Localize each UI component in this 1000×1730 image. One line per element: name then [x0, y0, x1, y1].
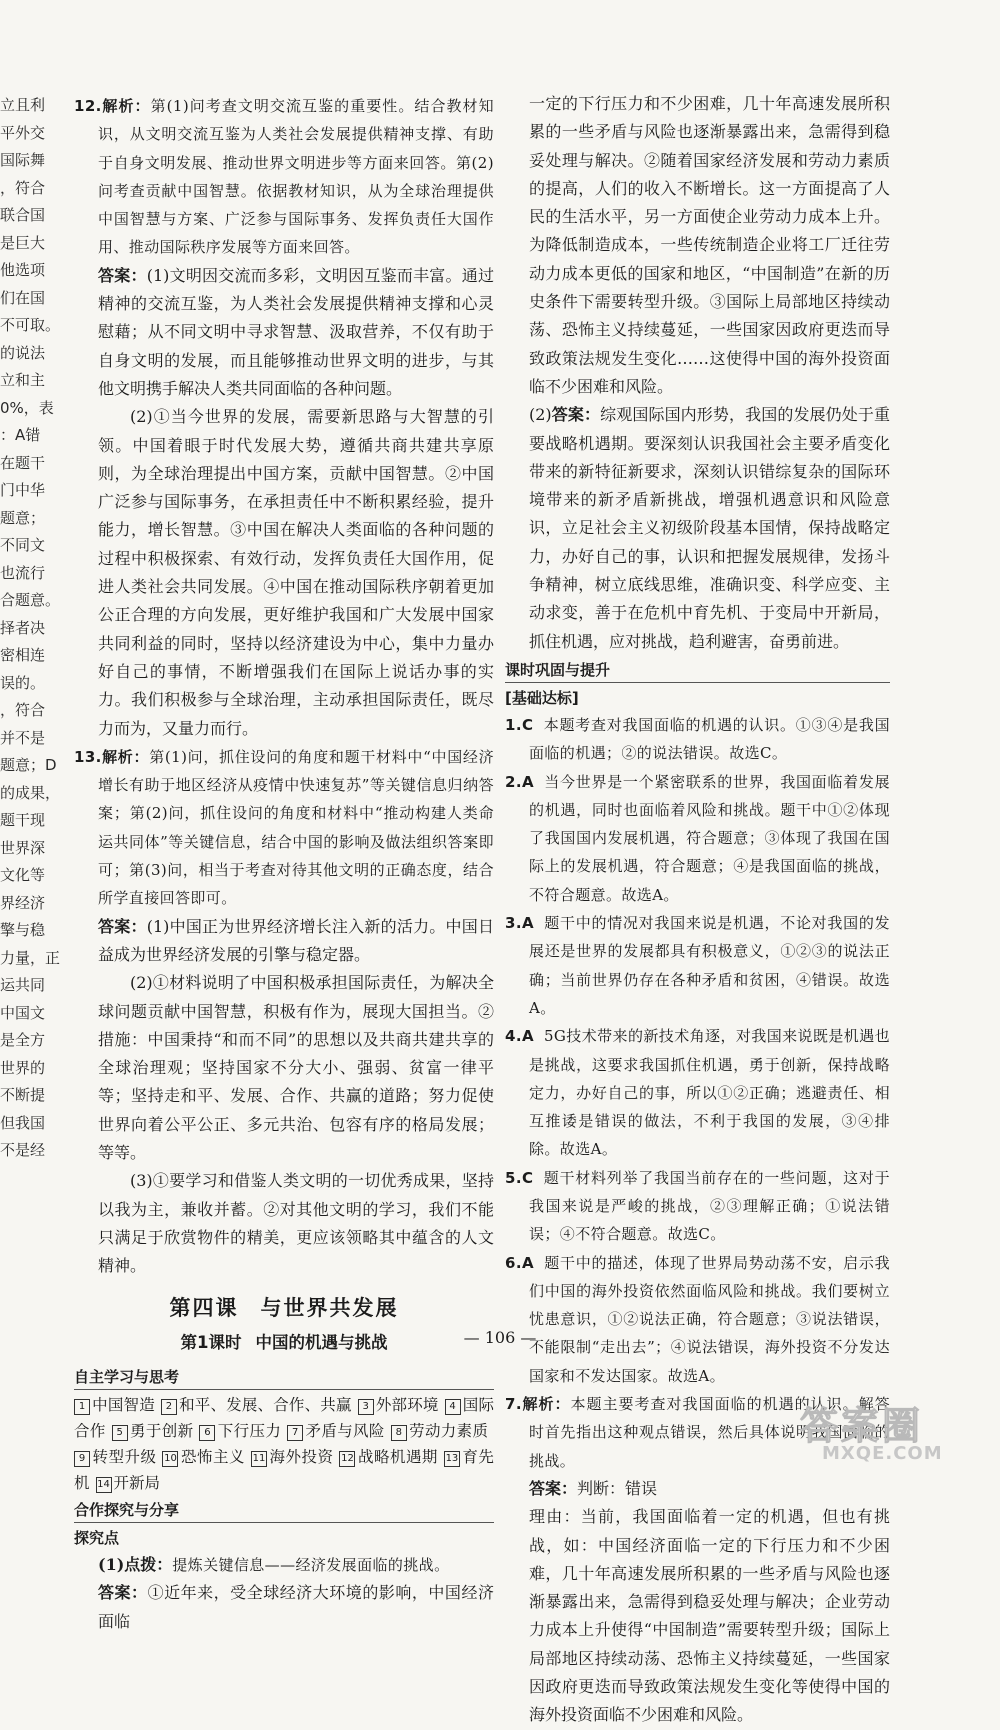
key-answer: 中国智造 [92, 1396, 155, 1415]
gutter-line: 但我国 [0, 1113, 46, 1132]
key-answer: 开新局 [113, 1474, 161, 1493]
question-number: 13. [74, 747, 102, 766]
question-7-answer [505, 1475, 890, 1503]
gutter-line: 密相连 [0, 646, 46, 664]
question-number: 7. [505, 1395, 522, 1414]
choice-answer-item [505, 768, 890, 909]
lesson-name: 与世界共发展 [260, 1296, 399, 1321]
key-answer: 勇于创新 [129, 1422, 194, 1441]
question-12 [74, 92, 494, 262]
answer-text: 判断：错误 [577, 1478, 658, 1498]
answer-label: 答案： [98, 265, 147, 285]
key-number-box: 10 [162, 1451, 178, 1467]
gutter-line: 力量，正 [0, 948, 61, 967]
key-answer: 海外投资 [268, 1448, 334, 1467]
gutter-line: 世界的 [0, 1058, 46, 1077]
watermark-url: MXQE.COM [822, 1443, 943, 1464]
answer-label: 答案： [551, 405, 601, 425]
section-name: 中国的机遇与挑战 [255, 1332, 388, 1352]
question-number: 12. [74, 97, 102, 115]
gutter-line: 他选项 [0, 261, 46, 279]
answer-part-1: (1)文明因交流而多彩，文明因互鉴而丰富。通过精神的交流互鉴，为人类社会发展提供精神支撑和心灵慰藉；从不同文明中寻求智慧、汲取营养，不仅有助于自身文明的发展，而且能够推动世界文明的进步，与其他文明携手解决人类共同面临的各种问题。 [98, 265, 494, 398]
key-number-box: 3 [358, 1399, 374, 1415]
key-answer: 劳动力素质 [408, 1422, 488, 1441]
item-number: 6. [505, 1253, 522, 1272]
key-answer: 矛盾与风险 [305, 1422, 385, 1441]
answer-part-1: (1)中国正为世界经济增长注入新的活力。中国日益成为世界经济发展的引擎与稳定器。 [98, 916, 494, 964]
gutter-line: 择者决 [0, 618, 46, 637]
item-choice: A [521, 772, 534, 791]
right-column [505, 90, 890, 1730]
gutter-line: 不断提 [0, 1086, 46, 1104]
left-column [74, 92, 494, 1636]
answer-label: 答案： [98, 1583, 148, 1603]
gutter-line: 们在国 [0, 288, 46, 307]
item-choice: A [521, 1027, 534, 1046]
cooperation-header: 合作探究与分享 [74, 1498, 494, 1523]
item-number: 5. [505, 1168, 522, 1187]
consolidate-header: 课时巩固与提升 [505, 658, 890, 683]
key-number-box: 4 [445, 1399, 461, 1415]
gutter-line: 门中华 [0, 481, 46, 499]
point-prefix: (1)点拨： [98, 1555, 173, 1575]
item-choice: C [521, 1168, 534, 1187]
gutter-line: ，符合 [0, 178, 46, 197]
gutter-line: 合题意。 [0, 591, 61, 609]
gutter-line: 0%，表 [0, 398, 54, 417]
item-explanation: 题干中的情况对我国来说是机遇，不论对我国的发展还是世界的发展都具有积极意义，①②③的说法正确；当前世界仍存在各种矛盾和贫困，④错误。故选A。 [529, 914, 890, 1017]
explore-point-1 [74, 1551, 494, 1579]
key-answer-list [74, 1392, 494, 1496]
gutter-line: 不同文 [0, 536, 46, 554]
item-explanation: 5G技术带来的新技术角逐，对我国来说既是机遇也是挑战，这要求我国抓住机遇，勇于创新，保持战略定力，办好自己的事，所以①②正确；逃避责任、相互推诿是错误的做法，不利于我国的发展，③④排除。故选A。 [529, 1027, 890, 1159]
answer-text: ①近年来，受全球经济大环境的影响，中国经济面临 [98, 1583, 494, 1631]
gutter-line: 在题干 [0, 453, 46, 472]
explore-point-1-answer [74, 1579, 494, 1636]
question-12-answer [74, 262, 494, 403]
key-number-box: 8 [391, 1425, 407, 1441]
choice-answer-item [505, 711, 890, 768]
lesson-number: 第四课 [169, 1296, 239, 1321]
gutter-line: 也流行 [0, 563, 46, 582]
key-number-box: 9 [74, 1451, 90, 1467]
explore-point-label: 探究点 [74, 1529, 120, 1548]
page-number: — 106 — [463, 1328, 537, 1347]
gutter-line: 国际舞 [0, 151, 46, 169]
analysis-label: 解析： [101, 97, 151, 115]
explore-point-2 [505, 401, 890, 656]
gutter-line: 不可取。 [0, 316, 61, 334]
key-number-box: 1 [74, 1399, 90, 1415]
gutter-line: ，符合 [0, 701, 46, 719]
gutter-line: 世界深 [0, 838, 46, 857]
gutter-line: ：A错 [0, 426, 41, 444]
left-gutter-cropped-text [0, 92, 61, 1165]
gutter-line: 题干现 [0, 811, 46, 829]
self-study-header: 自主学习与思考 [74, 1365, 494, 1390]
watermark-logo [800, 1395, 990, 1465]
key-number-box: 11 [251, 1451, 267, 1467]
item-explanation: 题干中的描述，体现了世界局势动荡不安，启示我们中国的海外投资依然面临风险和挑战。我们要树立忧患意识，①②说法正确，符合题意；③说法错误，不能限制“走出去”；④说法错误，海外投资不分发达国家和不发达国家。故选A。 [529, 1253, 890, 1385]
gutter-line: 运共同 [0, 976, 46, 994]
question-7-reason: 理由：当前，我国面临着一定的机遇，但也有挑战，如：中国经济面临一定的下行压力和不少困难，几十年高速发展所积累的一些矛盾与风险也逐渐暴露出来，急需得到稳妥处理与解决；企业劳动力成本上升使得“中国制造”需要转型升级；国际上局部地区持续动荡、恐怖主义持续蔓延，一些国家因政府更迭而导致政策法规发生变化等使得中国的海外投资面临不少困难和风险。 [529, 1507, 890, 1725]
analysis-label: 解析： [101, 747, 150, 766]
gutter-line: 题意；D [0, 756, 57, 774]
answer-label: 答案： [529, 1478, 578, 1498]
choice-answer-list [505, 711, 890, 1390]
key-answer: 育先机 [74, 1448, 494, 1493]
key-number-box: 12 [339, 1451, 355, 1467]
item-choice: A [521, 1253, 534, 1272]
gutter-line: 平外交 [0, 123, 46, 142]
answer-part-2: (2)①当今世界的发展，需要新思路与大智慧的引领。中国着眼于时代发展大势，遵循共商共建共享原则，为全球治理提出中国方案，贡献中国智慧。②中国广泛参与国际事务，在承担责任中不断积累经验，提升能力，增长智慧。③中国在解决人类面临的各种问题的过程中积极探索、有效行动，发挥负责任大国作用，促进人类社会共同发展。④中国在推动国际秩序朝着更加公正合理的方向发展，更好维护我国和广大发展中国家共同利益的同时，坚持以经济建设为中心，集中力量办好自己的事情，不断增强我们在国际上说话办事的实力。我们积极参与全球治理，主动承担国际责任，既尽力而为，又量力而行。 [98, 407, 494, 738]
gutter-line: 立且利 [0, 96, 46, 114]
item-explanation: 题干材料列举了我国当前存在的一些问题，这对于我国来说是严峻的挑战，②③理解正确；①说法错误；④不符合题意。故选C。 [529, 1168, 890, 1244]
gutter-line: 不是经 [0, 1141, 46, 1159]
choice-answer-item [505, 909, 890, 1022]
answer-part-3: (3)①要学习和借鉴人类文明的一切优秀成果，坚持以我为主，兼收并蓄。②对其他文明的学习，我们不能只满足于欣赏物件的精美，更应该领略其中蕴含的人文精神。 [98, 1171, 494, 1276]
basic-level-header: [基础达标] [505, 688, 579, 707]
key-answer: 战略机遇期 [357, 1448, 438, 1467]
gutter-line: 并不是 [0, 728, 46, 747]
key-number-box: 6 [199, 1425, 215, 1441]
point-prefix: (2) [529, 405, 552, 425]
key-answer: 转型升级 [92, 1448, 157, 1467]
choice-answer-item [505, 1164, 890, 1249]
gutter-line: 误的。 [0, 673, 46, 692]
gutter-line: 题意； [0, 508, 46, 527]
gutter-line: 的说法 [0, 343, 46, 362]
analysis-text: 第(1)问，抓住设问的角度和题干材料中“中国经济增长有助于地区经济从疫情中快速复苏”等关键信息归纳答案；第(2)问，抓住设问的角度和材料中“推动构建人类命运共同体”等关键信息，结合中国的影响及做法组织答案即可；第(3)问，相当于考查对待其他文明的正确态度，结合所学直接回答即可。 [98, 747, 494, 908]
answer-label: 答案： [98, 916, 147, 936]
item-explanation: 本题考查对我国面临的机遇的认识。①③④是我国面临的机遇；②的说法错误。故选C。 [529, 715, 890, 763]
key-answer: 和平、发展、合作、共赢 [178, 1396, 352, 1415]
item-number: 2. [505, 772, 522, 791]
gutter-line: 立和主 [0, 371, 46, 389]
key-number-box: 5 [112, 1425, 128, 1441]
item-choice: C [521, 715, 534, 734]
key-number-box: 2 [161, 1399, 177, 1415]
key-number-box: 14 [96, 1477, 112, 1493]
gutter-line: 中国文 [0, 1003, 46, 1022]
answer-text: 综观国际国内形势，我国的发展仍处于重要战略机遇期。要深刻认识我国社会主要矛盾变化带来的新特征新要求，深刻认识错综复杂的国际环境带来的新矛盾新挑战，增强机遇意识和风险意识，立足社会主义初级阶段基本国情，保持战略定力，办好自己的事，认识和把握发展规律，发扬斗争精神，树立底线思维，准确识变、科学应变、主动求变，善于在危机中育先机、于变局中开新局，抓住机遇，应对挑战，趋利避害，奋勇前进。 [529, 405, 890, 651]
key-answer: 下行压力 [217, 1422, 282, 1441]
answer-part-2: (2)①材料说明了中国积极承担国际责任，为解决全球问题贡献中国智慧，积极有作为，展现大国担当。②措施：中国秉持“和而不同”的思想以及共商共建共享的全球治理观；坚持国家不分大小、强弱、贫富一律平等；坚持走和平、发展、合作、共赢的道路；努力促使世界向着公平公正、多元共治、包容有序的格局发展；等等。 [98, 973, 494, 1162]
key-answer: 外部环境 [375, 1396, 439, 1415]
choice-answer-item [505, 1249, 890, 1390]
gutter-line: 界经济 [0, 893, 46, 912]
watermark-text: 答案圈 [800, 1404, 924, 1448]
question-13-answer [74, 913, 494, 970]
point-hint: 提炼关键信息——经济发展面临的挑战。 [172, 1556, 450, 1575]
lesson-title [74, 1294, 494, 1322]
gutter-line: 联合国 [0, 206, 46, 224]
analysis-text: 第(1)问考查文明交流互鉴的重要性。结合教材知识，从文明交流互鉴为人类社会发展提供精神支撑、有助于自身文明发展、推动世界文明进步等方面来回答。第(2)问考查贡献中国智慧。依据教材知识，从为全球治理提供中国智慧与方案、广泛参与国际事务、发挥负责任大国作用、推动国际秩序发展等方面来回答。 [98, 97, 494, 257]
gutter-line: 文化等 [0, 866, 46, 884]
key-number-box: 7 [287, 1425, 303, 1441]
key-number-box: 13 [444, 1451, 460, 1467]
gutter-line: 的成果， [0, 783, 61, 802]
explore-point-1-answer-continued: 一定的下行压力和不少困难，几十年高速发展所积累的一些矛盾与风险也逐渐暴露出来，急需得到稳妥处理与解决。②随着国家经济发展和劳动力素质的提高，人们的收入不断增长。这一方面提高了人民的生活水平，另一方面使企业劳动力成本上升。为降低制造成本，一些传统制造企业将工厂迁往劳动力成本更低的国家和地区，“中国制造”在新的历史条件下需要转型升级。③国际上局部地区持续动荡、恐怖主义持续蔓延，一些国家因政府更迭而导致政策法规发生变化……这使得中国的海外投资面临不少困难和风险。 [529, 94, 890, 396]
gutter-line: 擎与稳 [0, 921, 46, 939]
gutter-line: 是全方 [0, 1031, 46, 1049]
choice-answer-item [505, 1022, 890, 1163]
analysis-label: 解析： [521, 1395, 571, 1414]
key-answer: 国际合作 [74, 1396, 494, 1441]
item-choice: A [521, 914, 534, 933]
item-number: 3. [505, 914, 522, 933]
item-explanation: 当今世界是一个紧密联系的世界，我国面临着发展的机遇，同时也面临着风险和挑战。题干中①②体现了我国国内发展机遇，符合题意；③体现了我国在国际上的发展机遇，符合题意；④是我国面临的挑战，不符合题意。故选A。 [529, 772, 890, 904]
key-answer: 恐怖主义 [180, 1448, 245, 1467]
analysis-text: 本题主要考查对我国面临的机遇的认识。解答时首先指出这种观点错误，然后具体说明我国面临的挑战。 [529, 1395, 890, 1470]
gutter-line: 是巨大 [0, 233, 46, 252]
section-number: 第1课时 [180, 1332, 242, 1352]
question-13 [74, 743, 494, 913]
item-number: 1. [505, 715, 522, 734]
item-number: 4. [505, 1027, 522, 1046]
